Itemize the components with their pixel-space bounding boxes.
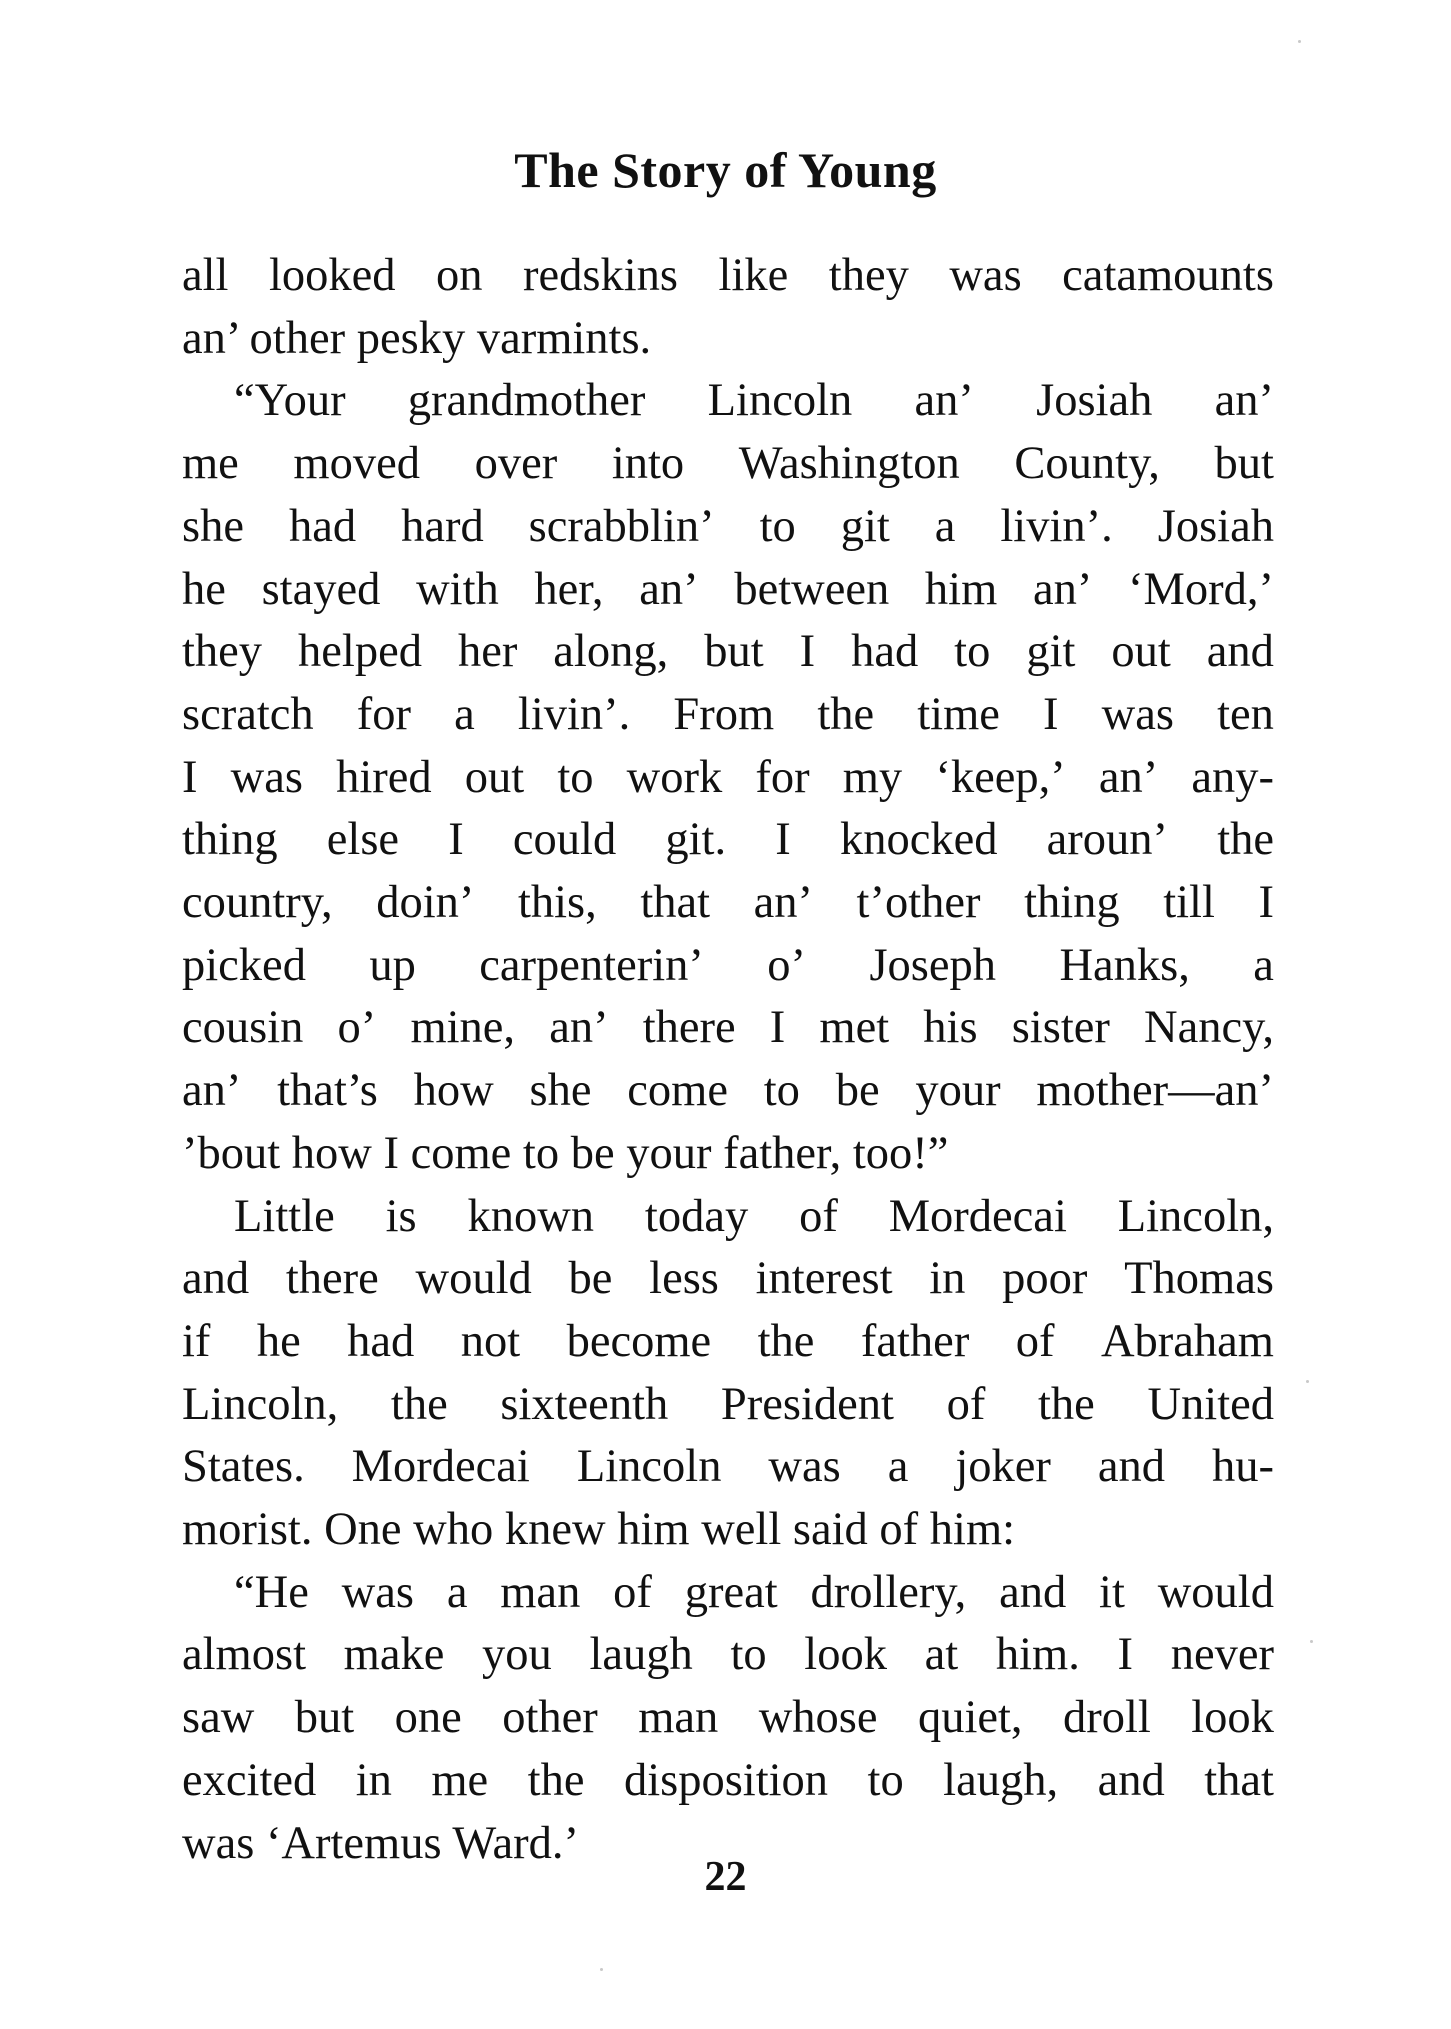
text-line: almost make you laugh to look at him. I never <box>182 1629 1274 1681</box>
text-line: Little is known today of Mordecai Lincoln, <box>234 1190 1274 1242</box>
text-line: he stayed with her, an’ between him an’ ‘Mord,’ <box>182 563 1274 615</box>
paragraph <box>182 370 1274 1185</box>
paragraph <box>182 1562 1274 1876</box>
body-text <box>182 245 1274 1875</box>
text-line: me moved over into Washington County, but <box>182 438 1274 490</box>
text-line: I was hired out to work for my ‘keep,’ an’ any- <box>182 751 1274 803</box>
text-line: if he had not become the father of Abraham <box>182 1315 1274 1367</box>
text-line: cousin o’ mine, an’ there I met his sister Nancy, <box>182 1002 1274 1054</box>
text-line: States. Mordecai Lincoln was a joker and hu- <box>182 1441 1274 1493</box>
text-line: picked up carpenterin’ o’ Joseph Hanks, a <box>182 939 1274 991</box>
text-line: excited in me the disposition to laugh, and that <box>182 1754 1274 1806</box>
paragraph <box>182 1186 1274 1562</box>
text-line: was ‘Artemus Ward.’ <box>182 1817 579 1869</box>
text-line: all looked on redskins like they was catamounts <box>182 250 1274 301</box>
text-line: ’bout how I come to be your father, too!” <box>182 1127 949 1179</box>
scan-speck <box>1306 1380 1309 1383</box>
text-line: thing else I could git. I knocked aroun’ the <box>182 814 1274 866</box>
paragraph <box>182 245 1274 370</box>
text-line: an’ that’s how she come to be your mother—an’ <box>182 1065 1274 1117</box>
scan-speck <box>1310 1640 1313 1643</box>
text-line: an’ other pesky varmints. <box>182 312 652 364</box>
text-line: country, doin’ this, that an’ t’other thing till I <box>182 877 1274 929</box>
scan-speck <box>1298 40 1301 43</box>
text-line: they helped her along, but I had to git out and <box>182 626 1274 678</box>
text-line: saw but one other man whose quiet, droll look <box>182 1692 1274 1744</box>
text-line: scratch for a livin’. From the time I was ten <box>182 688 1274 740</box>
page-number: 22 <box>704 1854 747 1900</box>
text-line: she had hard scrabblin’ to git a livin’. Josiah <box>182 500 1274 552</box>
scan-speck <box>600 1968 603 1971</box>
text-line: “He was a man of great drollery, and it would <box>234 1566 1274 1618</box>
text-line: Lincoln, the sixteenth President of the United <box>182 1378 1274 1430</box>
text-line: “Your grandmother Lincoln an’ Josiah an’ <box>234 375 1274 427</box>
text-line: morist. One who knew him well said of him: <box>182 1504 1016 1556</box>
running-head: The Story of Young <box>514 142 937 198</box>
text-line: and there would be less interest in poor Thomas <box>182 1253 1274 1305</box>
